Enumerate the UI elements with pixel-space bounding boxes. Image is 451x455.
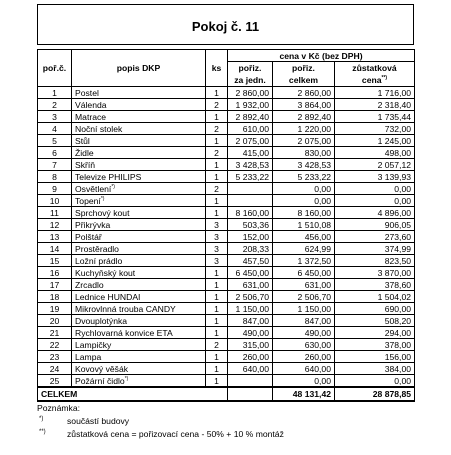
- row-unit-price: 8 160,00: [228, 207, 273, 219]
- row-description: Mikrovlnná trouba CANDY: [72, 303, 206, 315]
- col-header-total-price-1: pořiz.: [273, 62, 335, 75]
- row-residual-price: 1 504,02: [335, 291, 415, 303]
- row-residual-price: 732,00: [335, 123, 415, 135]
- row-total-price: 624,99: [273, 243, 335, 255]
- row-number: 17: [38, 279, 72, 291]
- col-header-number: poř.č.: [38, 50, 72, 87]
- row-unit-price: 631,00: [228, 279, 273, 291]
- row-total-price: 631,00: [273, 279, 335, 291]
- row-residual-price: 378,00: [335, 339, 415, 351]
- row-number: 7: [38, 159, 72, 171]
- row-description: Skříň: [72, 159, 206, 171]
- row-total-price: 0,00: [273, 183, 335, 195]
- note-text: zůstatková cena = pořizovací cena - 50% + 10 % montáž: [67, 429, 284, 439]
- row-quantity: 2: [206, 339, 228, 351]
- row-quantity: 2: [206, 123, 228, 135]
- row-description: Požární čidlo*): [72, 375, 206, 388]
- row-description: Stůl: [72, 135, 206, 147]
- row-quantity: 1: [206, 291, 228, 303]
- row-number: 1: [38, 87, 72, 99]
- row-residual-price: 3 139,93: [335, 171, 415, 183]
- row-total-price: 260,00: [273, 351, 335, 363]
- row-description: Lampa: [72, 351, 206, 363]
- table-row: [38, 231, 415, 243]
- row-unit-price: 2 075,00: [228, 135, 273, 147]
- row-total-price: 1 220,00: [273, 123, 335, 135]
- col-header-residual-1: zůstatková: [335, 62, 415, 75]
- row-quantity: 1: [206, 375, 228, 388]
- row-residual-price: 508,20: [335, 315, 415, 327]
- row-total-price: 3 864,00: [273, 99, 335, 111]
- footnote-mark: **): [381, 75, 388, 82]
- row-residual-price: 1 735,44: [335, 111, 415, 123]
- row-description: Kovový věšák: [72, 363, 206, 375]
- row-unit-price: 640,00: [228, 363, 273, 375]
- row-total-price: 630,00: [273, 339, 335, 351]
- table-row: [38, 315, 415, 327]
- row-total-price: 490,00: [273, 327, 335, 339]
- col-header-residual-2: cena**): [335, 74, 415, 87]
- row-number: 18: [38, 291, 72, 303]
- row-unit-price: [228, 375, 273, 388]
- note-text: součástí budovy: [67, 416, 130, 426]
- note-item: [37, 428, 284, 441]
- col-header-unit-price-2: za jedn.: [228, 74, 273, 87]
- row-number: 11: [38, 207, 72, 219]
- row-quantity: 3: [206, 219, 228, 231]
- col-header-total-price-2: celkem: [273, 74, 335, 87]
- row-unit-price: [228, 195, 273, 207]
- inventory-table: [37, 49, 415, 402]
- notes: [37, 402, 284, 441]
- row-unit-price: 503,36: [228, 219, 273, 231]
- row-residual-price: 0,00: [335, 375, 415, 388]
- row-residual-price: 273,60: [335, 231, 415, 243]
- row-residual-price: 2 318,40: [335, 99, 415, 111]
- row-total-price: 1 510,08: [273, 219, 335, 231]
- row-unit-price: 315,00: [228, 339, 273, 351]
- row-unit-price: 260,00: [228, 351, 273, 363]
- row-total-price: 1 150,00: [273, 303, 335, 315]
- total-row: [38, 387, 415, 401]
- table-row: [38, 219, 415, 231]
- row-total-price: 0,00: [273, 195, 335, 207]
- table-row: [38, 363, 415, 375]
- row-unit-price: 6 450,00: [228, 267, 273, 279]
- row-description: Televize PHILIPS: [72, 171, 206, 183]
- row-description: Rychlovarná konvice ETA: [72, 327, 206, 339]
- row-total-price: 847,00: [273, 315, 335, 327]
- table-row: [38, 327, 415, 339]
- table-row: [38, 279, 415, 291]
- row-residual-price: 690,00: [335, 303, 415, 315]
- table-row: [38, 183, 415, 195]
- row-description: Ložní prádlo: [72, 255, 206, 267]
- table-row: [38, 87, 415, 99]
- row-number: 19: [38, 303, 72, 315]
- row-total-price: 6 450,00: [273, 267, 335, 279]
- row-residual-price: 2 057,12: [335, 159, 415, 171]
- title-box: [37, 4, 414, 45]
- row-quantity: 1: [206, 159, 228, 171]
- footnote-mark: *): [111, 183, 115, 190]
- table-row: [38, 351, 415, 363]
- row-residual-price: 4 896,00: [335, 207, 415, 219]
- row-number: 23: [38, 351, 72, 363]
- col-header-price-group: cena v Kč (bez DPH): [228, 50, 415, 62]
- row-description: Prostěradlo: [72, 243, 206, 255]
- row-number: 21: [38, 327, 72, 339]
- table-row: [38, 267, 415, 279]
- row-residual-price: 498,00: [335, 147, 415, 159]
- row-residual-price: 378,60: [335, 279, 415, 291]
- row-number: 22: [38, 339, 72, 351]
- row-number: 14: [38, 243, 72, 255]
- row-residual-price: 0,00: [335, 183, 415, 195]
- table-row: [38, 159, 415, 171]
- table-row: [38, 147, 415, 159]
- row-total-price: 640,00: [273, 363, 335, 375]
- row-number: 25: [38, 375, 72, 388]
- row-description: Polštář: [72, 231, 206, 243]
- row-description: Přikrývka: [72, 219, 206, 231]
- col-header-description: popis DKP: [72, 50, 206, 87]
- row-description: Postel: [72, 87, 206, 99]
- col-header-quantity: ks: [206, 50, 228, 87]
- row-total-price: 2 892,40: [273, 111, 335, 123]
- row-total-price: 8 160,00: [273, 207, 335, 219]
- row-number: 12: [38, 219, 72, 231]
- row-unit-price: 208,33: [228, 243, 273, 255]
- row-unit-price: 2 860,00: [228, 87, 273, 99]
- note-mark: *): [39, 416, 44, 422]
- row-number: 15: [38, 255, 72, 267]
- row-number: 13: [38, 231, 72, 243]
- row-description: Topení*): [72, 195, 206, 207]
- table-row: [38, 135, 415, 147]
- row-quantity: 2: [206, 147, 228, 159]
- row-unit-price: [228, 183, 273, 195]
- row-unit-price: 457,50: [228, 255, 273, 267]
- row-residual-price: 906,05: [335, 219, 415, 231]
- footnote-mark: *): [124, 375, 129, 382]
- row-description: Lampičky: [72, 339, 206, 351]
- row-unit-price: 610,00: [228, 123, 273, 135]
- row-description: Zrcadlo: [72, 279, 206, 291]
- row-quantity: 1: [206, 195, 228, 207]
- row-residual-price: 294,00: [335, 327, 415, 339]
- page-title: Pokoj č. 11: [191, 19, 260, 34]
- table-row: [38, 375, 415, 388]
- row-total-price: 2 075,00: [273, 135, 335, 147]
- row-unit-price: 152,00: [228, 231, 273, 243]
- row-quantity: 1: [206, 327, 228, 339]
- row-unit-price: 2 892,40: [228, 111, 273, 123]
- row-unit-price: 3 428,53: [228, 159, 273, 171]
- table-row: [38, 291, 415, 303]
- row-unit-price: 5 233,22: [228, 171, 273, 183]
- row-number: 8: [38, 171, 72, 183]
- row-unit-price: 490,00: [228, 327, 273, 339]
- row-total-price: 2 506,70: [273, 291, 335, 303]
- notes-heading: Poznámka:: [37, 403, 80, 413]
- row-residual-price: 156,00: [335, 351, 415, 363]
- row-description: Noční stolek: [72, 123, 206, 135]
- row-quantity: 1: [206, 303, 228, 315]
- row-quantity: 1: [206, 279, 228, 291]
- col-header-unit-price-1: pořiz.: [228, 62, 273, 75]
- total-residual: 28 878,85: [335, 387, 415, 401]
- row-number: 6: [38, 147, 72, 159]
- row-total-price: 5 233,22: [273, 171, 335, 183]
- note-mark: **): [39, 429, 46, 435]
- row-quantity: 3: [206, 243, 228, 255]
- row-number: 3: [38, 111, 72, 123]
- row-total-price: 830,00: [273, 147, 335, 159]
- row-quantity: 3: [206, 255, 228, 267]
- row-description: Židle: [72, 147, 206, 159]
- row-residual-price: 1 716,00: [335, 87, 415, 99]
- row-number: 5: [38, 135, 72, 147]
- row-number: 4: [38, 123, 72, 135]
- total-label: CELKEM: [38, 387, 228, 401]
- row-residual-price: 823,50: [335, 255, 415, 267]
- row-description: Válenda: [72, 99, 206, 111]
- row-number: 2: [38, 99, 72, 111]
- row-residual-price: 374,99: [335, 243, 415, 255]
- row-description: Lednice HUNDAI: [72, 291, 206, 303]
- row-total-price: 456,00: [273, 231, 335, 243]
- row-description: Kuchyňský kout: [72, 267, 206, 279]
- row-number: 10: [38, 195, 72, 207]
- footnote-mark: *): [100, 195, 105, 202]
- table-row: [38, 99, 415, 111]
- table-row: [38, 303, 415, 315]
- row-number: 20: [38, 315, 72, 327]
- table-body: [38, 87, 415, 388]
- row-quantity: 1: [206, 267, 228, 279]
- row-description: Dvouplotýnka: [72, 315, 206, 327]
- row-unit-price: 1 932,00: [228, 99, 273, 111]
- total-empty: [228, 387, 273, 401]
- row-unit-price: 415,00: [228, 147, 273, 159]
- row-number: 24: [38, 363, 72, 375]
- row-quantity: 2: [206, 99, 228, 111]
- table-row: [38, 207, 415, 219]
- row-description: Sprchový kout: [72, 207, 206, 219]
- table-row: [38, 243, 415, 255]
- row-unit-price: 2 506,70: [228, 291, 273, 303]
- row-total-price: 0,00: [273, 375, 335, 388]
- row-quantity: 1: [206, 171, 228, 183]
- table-row: [38, 255, 415, 267]
- row-quantity: 1: [206, 363, 228, 375]
- row-unit-price: 847,00: [228, 315, 273, 327]
- row-total-price: 3 428,53: [273, 159, 335, 171]
- table-row: [38, 123, 415, 135]
- row-quantity: 1: [206, 111, 228, 123]
- total-purchase: 48 131,42: [273, 387, 335, 401]
- row-quantity: 1: [206, 315, 228, 327]
- row-quantity: 1: [206, 351, 228, 363]
- row-quantity: 1: [206, 207, 228, 219]
- row-unit-price: 1 150,00: [228, 303, 273, 315]
- row-residual-price: 1 245,00: [335, 135, 415, 147]
- row-residual-price: 3 870,00: [335, 267, 415, 279]
- row-residual-price: 0,00: [335, 195, 415, 207]
- table-row: [38, 195, 415, 207]
- row-total-price: 2 860,00: [273, 87, 335, 99]
- row-description: Matrace: [72, 111, 206, 123]
- table-row: [38, 111, 415, 123]
- row-residual-price: 384,00: [335, 363, 415, 375]
- row-quantity: 1: [206, 87, 228, 99]
- row-quantity: 1: [206, 135, 228, 147]
- table-row: [38, 339, 415, 351]
- row-description: Osvětlení*): [72, 183, 206, 195]
- row-quantity: 2: [206, 183, 228, 195]
- row-number: 16: [38, 267, 72, 279]
- row-quantity: 3: [206, 231, 228, 243]
- row-number: 9: [38, 183, 72, 195]
- table-row: [38, 171, 415, 183]
- row-total-price: 1 372,50: [273, 255, 335, 267]
